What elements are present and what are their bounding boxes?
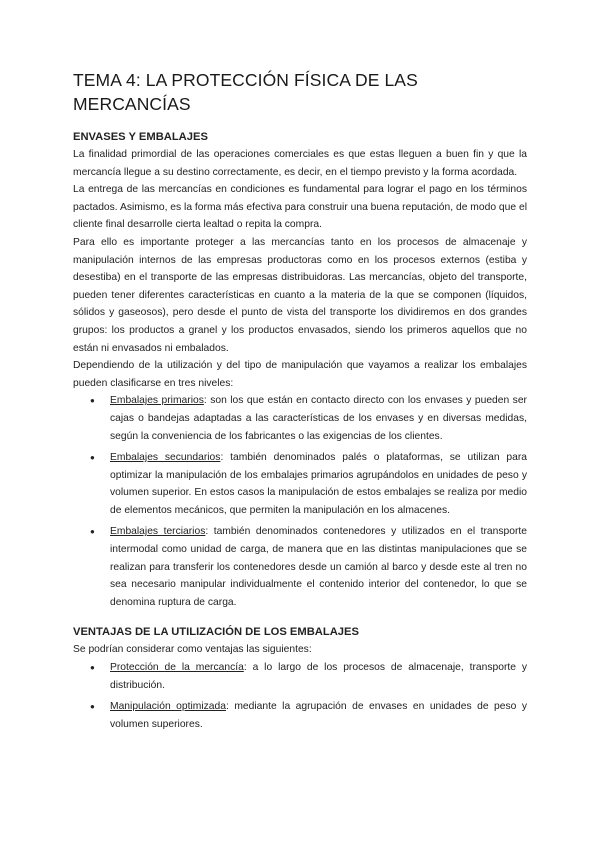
list-item-term: Embalajes primarios [110,395,204,407]
section-heading-envases: ENVASES Y EMBALAJES [73,131,208,143]
bullet-list-embalajes [73,392,527,611]
paragraph: Dependiendo de la utilización y del tipo de manipulación que vayamos a realizar los embalajes pueden clasificarse en tres niveles: [73,360,527,389]
list-item-text: : mediante la agrupación de envases en unidades de peso y volumen superiores. [110,701,527,730]
list-item [110,449,527,519]
list-item-term: Embalajes terciarios [110,526,206,538]
paragraph: Se podrían considerar como ventajas las siguientes: [73,644,312,656]
bullet-list-ventajas [73,659,527,733]
list-item-term: Protección de la mercancía [110,662,244,674]
list-item-text: : también denominados contenedores y utilizados en el transporte intermodal como unidad de carga, de manera que en las distintas manipulaciones que se realizan para transferir los contenedores desde un camión al barco y desde este al tren no sea necesario manipular individualmente el contenido interior del contenedor, lo que se denomina ruptura de carga. [110,526,527,608]
paragraph: Para ello es importante proteger a las mercancías tanto en los procesos de almacenaje y manipulación internos de las empresas productoras como en los procesos externos (estiba y desestiba) en el transporte de las empresas distribuidoras. Las mercancías, objeto del transporte, pueden tener diferentes características en cuanto a la materia de la que se componen (líquidos, sólidos y gaseosos), pero desde el punto de vista del transporte los dividiremos en dos grandes grupos: los productos a granel y los productos envasados, siendo los primeros aquellos que no están ni envasados ni embalados. [73,236,527,354]
page-title: TEMA 4: LA PROTECCIÓN FÍSICA DE LAS MERCANCÍAS [73,70,418,114]
paragraph: La entrega de las mercancías en condiciones es fundamental para lograr el pago en los términos pactados. Asimismo, es la forma más efectiva para construir una buena reputación, de modo que el cliente final desarrolle cierta lealtad o repita la compra. [73,184,527,231]
list-item-text: : a lo largo de los procesos de almacenaje, transporte y distribución. [110,662,527,691]
list-item-text: : también denominados palés o plataformas, se utilizan para optimizar la manipulación de los embalajes primarios agrupándolos en unidades de peso y volumen superior. En estos casos la manipulación de estos embalajes se realiza por medio de elementos mecánicos, que permiten la manipulación en los almacenes. [110,452,527,516]
section-heading-ventajas: VENTAJAS DE LA UTILIZACIÓN DE LOS EMBALAJES [73,626,359,639]
list-item [110,659,527,694]
list-item [110,698,527,733]
list-item [110,523,527,611]
list-item-term: Embalajes secundarios [110,452,221,464]
list-item-text: : son los que están en contacto directo con los envases y pueden ser cajas o bandejas adaptadas a las características de los envases y en diversas medidas, según la conveniencia de los fabricantes o las exigencias de los clientes. [110,395,527,442]
list-item-term: Manipulación optimizada [110,701,226,713]
paragraph: La finalidad primordial de las operaciones comerciales es que estas lleguen a buen fin y que la mercancía llegue a su destino correctamente, es decir, en el tiempo previsto y la forma acordada. [73,149,527,178]
list-item [110,392,527,445]
